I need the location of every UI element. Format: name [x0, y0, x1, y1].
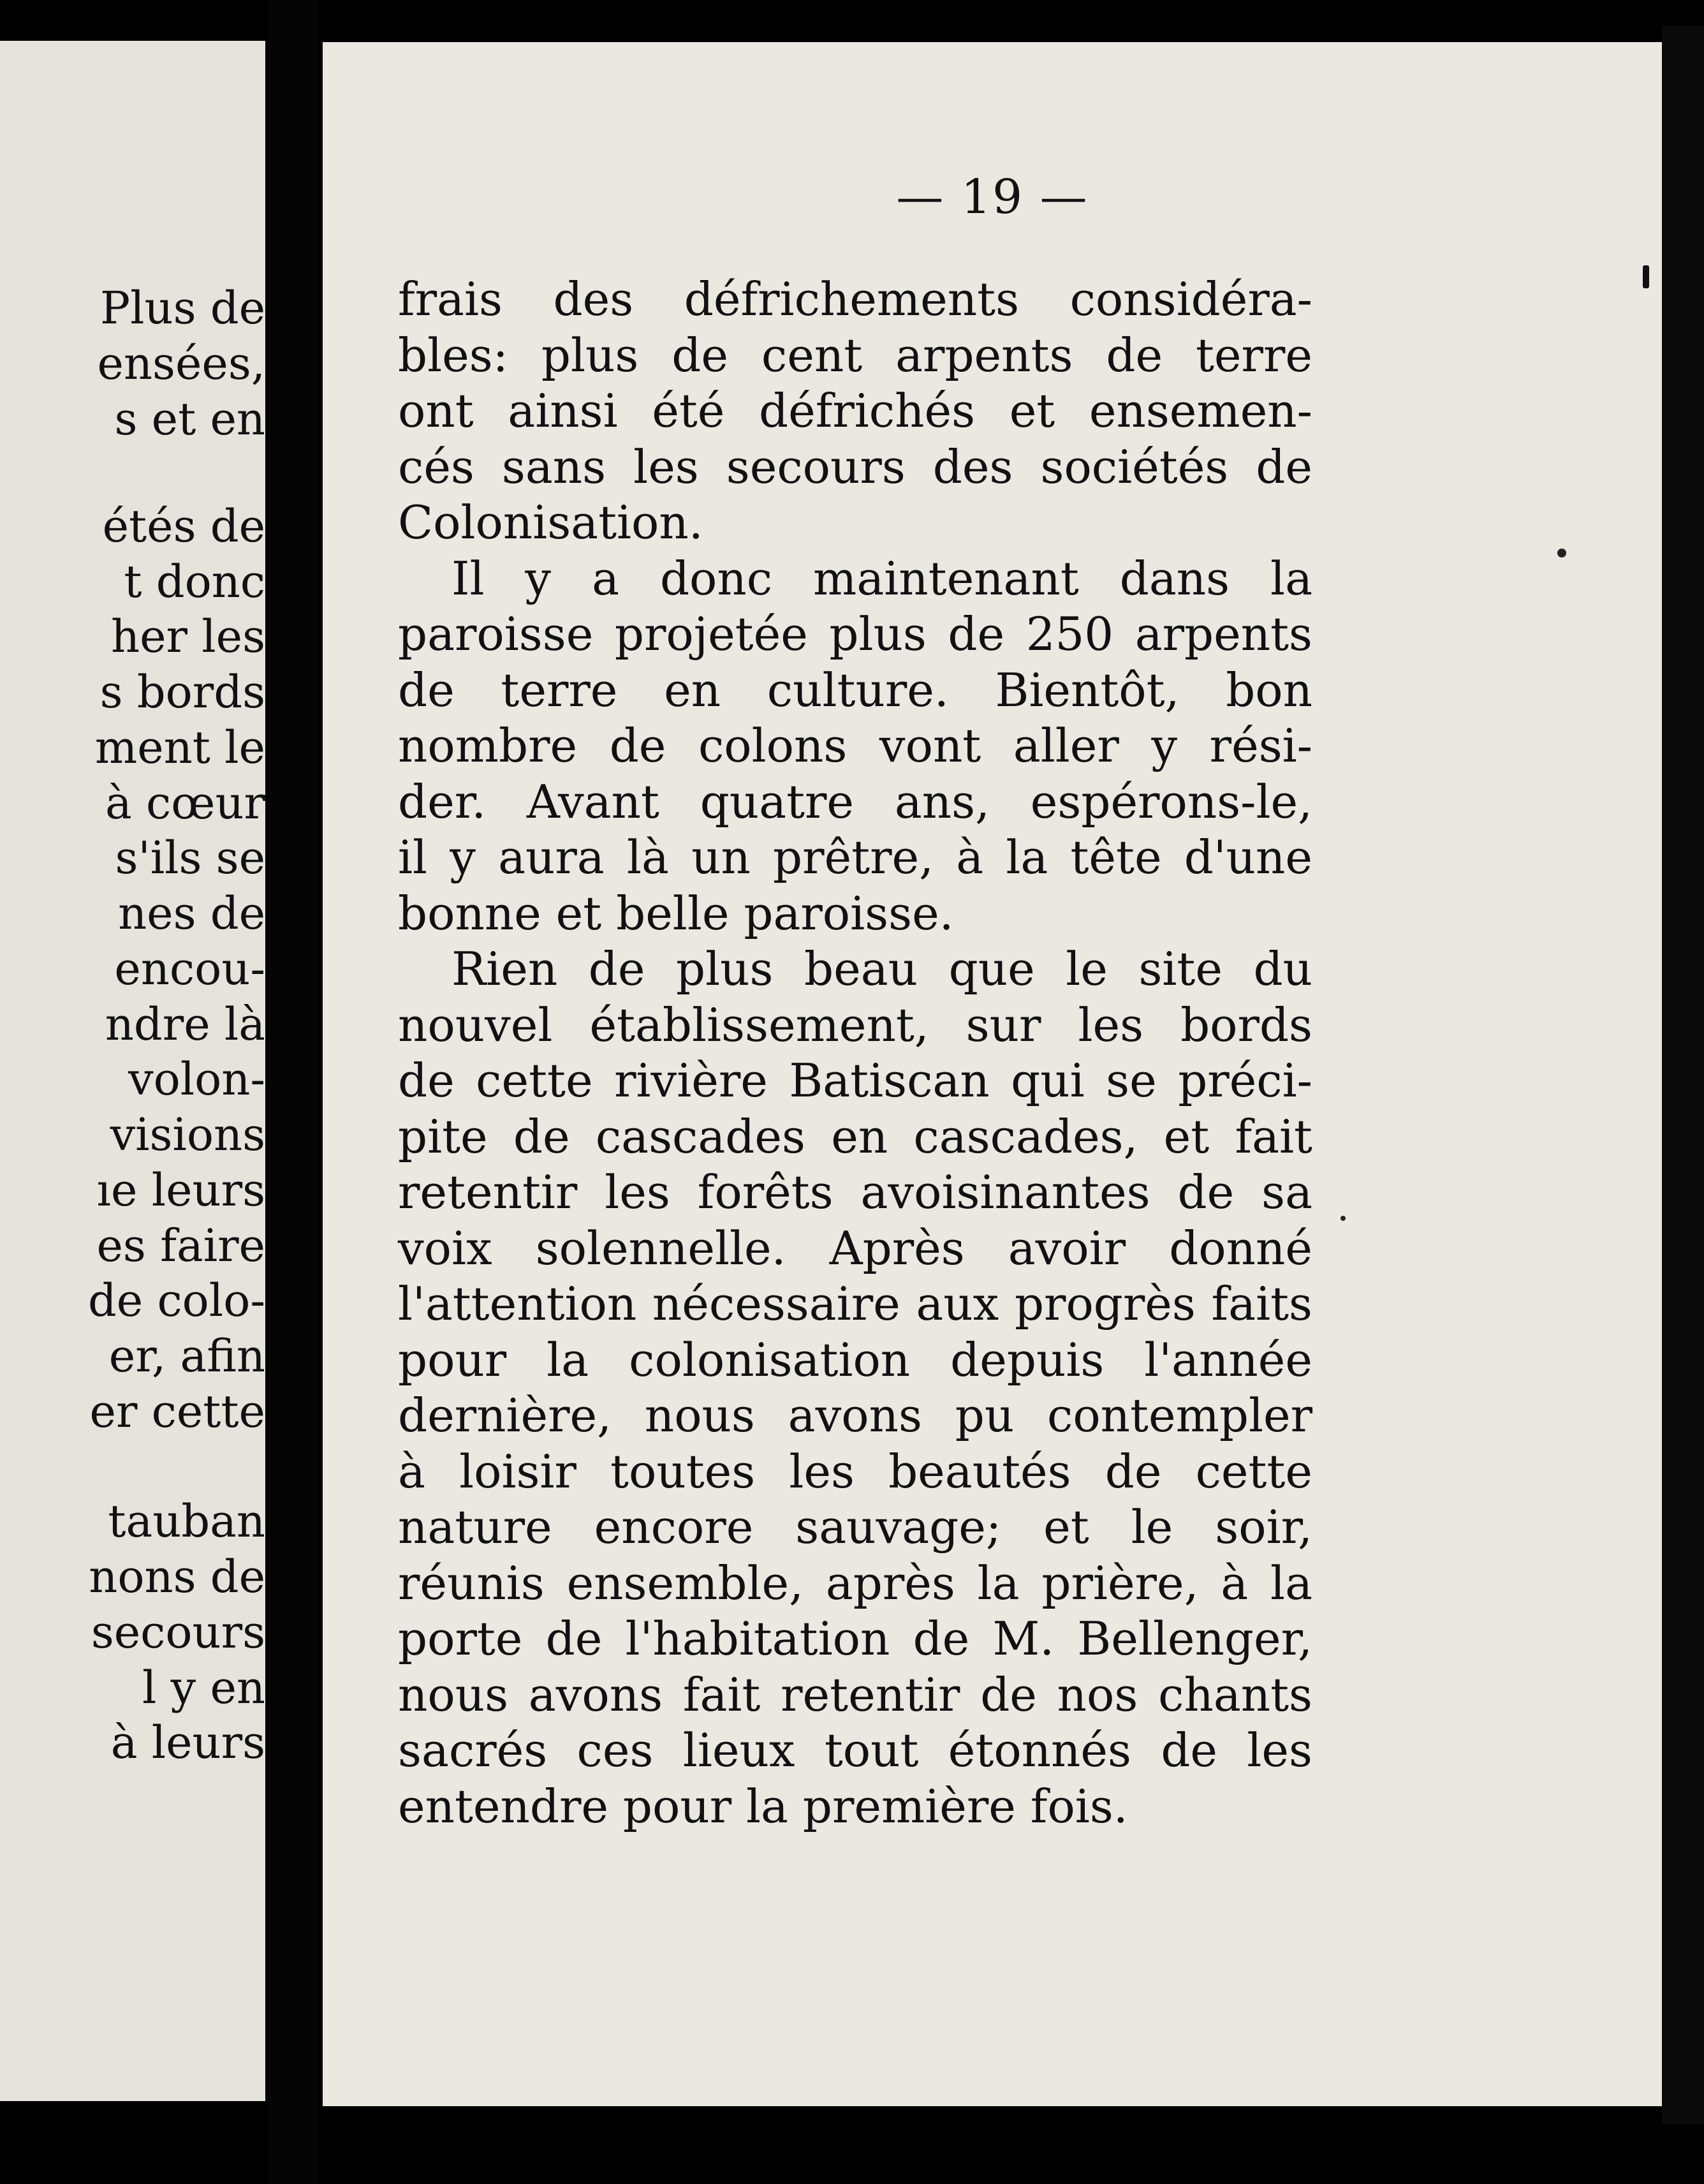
- text-line: dernière, nous avons pu contempler: [398, 1389, 1312, 1442]
- book-gutter: [268, 0, 319, 2184]
- text-line: bles: plus de cent arpents de terre: [398, 328, 1312, 382]
- left-page-line: t donc: [124, 556, 265, 608]
- left-page-line: nes de: [118, 887, 265, 940]
- body-text: [398, 272, 1312, 1834]
- left-page-line: ıe leurs: [96, 1164, 265, 1216]
- left-page-line: de colo-: [87, 1274, 265, 1327]
- text-line: l'attention nécessaire aux progrès faits: [398, 1277, 1312, 1331]
- left-page-line: Plus de: [100, 282, 265, 334]
- left-page-line: ment le: [94, 721, 265, 774]
- text-line: ont ainsi été défrichés et ensemen-: [398, 384, 1312, 438]
- left-page-line: s et en: [114, 393, 265, 445]
- page-number: — 19 —: [896, 170, 1089, 225]
- left-page-line: tauban: [108, 1495, 265, 1547]
- text-line: nouvel établissement, sur les bords: [398, 998, 1312, 1052]
- left-page-line: visions: [110, 1109, 265, 1161]
- text-line: Colonisation.: [398, 496, 703, 549]
- right-page-edge: [1662, 26, 1704, 2124]
- text-line: il y aura là un prêtre, à la tête d'une: [398, 830, 1312, 884]
- text-line: pite de cascades en cascades, et fait: [398, 1109, 1312, 1163]
- left-page-line: nons de: [89, 1551, 265, 1603]
- left-page-line: secours: [91, 1606, 265, 1658]
- text-line: à loisir toutes les beautés de cette: [398, 1444, 1312, 1498]
- left-page-text: [0, 41, 265, 2101]
- left-page-line: s'ils se: [115, 832, 265, 884]
- left-page-line: ndre là: [105, 998, 265, 1051]
- ink-speck: [1340, 1216, 1346, 1221]
- left-page-line: es faire: [96, 1220, 265, 1272]
- left-page-line: er cette: [89, 1385, 265, 1438]
- left-page-line: her les: [111, 610, 265, 663]
- text-line: nous avons fait retentir de nos chants: [398, 1667, 1312, 1722]
- text-line: cés sans les secours des sociétés de: [398, 439, 1312, 494]
- left-page-line: étés de: [102, 500, 265, 552]
- left-page-line: à cœur: [105, 777, 265, 829]
- text-line: der. Avant quatre ans, espérons-le,: [398, 774, 1312, 829]
- left-page-line: ensées,: [97, 337, 265, 390]
- text-line: pour la colonisation depuis l'année: [398, 1332, 1312, 1387]
- text-line: voix solennelle. Après avoir donné: [398, 1221, 1312, 1275]
- text-line: de cette rivière Batiscan qui se préci-: [398, 1054, 1312, 1107]
- text-line: nombre de colons vont aller y rési-: [398, 719, 1312, 772]
- text-line: sacrés ces lieux tout étonnés de les: [398, 1723, 1312, 1777]
- left-page-line: à leurs: [110, 1716, 265, 1769]
- main-page: [323, 42, 1662, 2106]
- text-line: entendre pour la première fois.: [398, 1779, 1128, 1833]
- left-page-fragment: [0, 41, 265, 2101]
- left-page-line: er, afin: [108, 1330, 265, 1382]
- text-line: de terre en culture. Bientôt, bon: [398, 663, 1312, 717]
- text-line: retentir les forêts avoisinantes de sa: [398, 1165, 1312, 1219]
- text-line: Rien de plus beau que le site du: [452, 942, 1312, 996]
- text-line: Il y a donc maintenant dans la: [452, 551, 1312, 605]
- left-page-line: l y en: [142, 1662, 265, 1714]
- text-line: réunis ensemble, après la prière, à la: [398, 1556, 1312, 1610]
- left-page-line: volon-: [128, 1053, 265, 1105]
- ink-speck: [1643, 265, 1649, 288]
- text-line: nature encore sauvage; et le soir,: [398, 1500, 1312, 1554]
- text-line: bonne et belle paroisse.: [398, 886, 954, 940]
- text-line: paroisse projetée plus de 250 arpents: [398, 607, 1312, 661]
- left-page-line: encou-: [114, 943, 265, 995]
- text-line: frais des défrichements considéra-: [398, 272, 1312, 326]
- text-line: porte de l'habitation de M. Bellenger,: [398, 1612, 1312, 1665]
- ink-speck: [1557, 549, 1566, 557]
- left-page-line: s bords: [99, 666, 265, 718]
